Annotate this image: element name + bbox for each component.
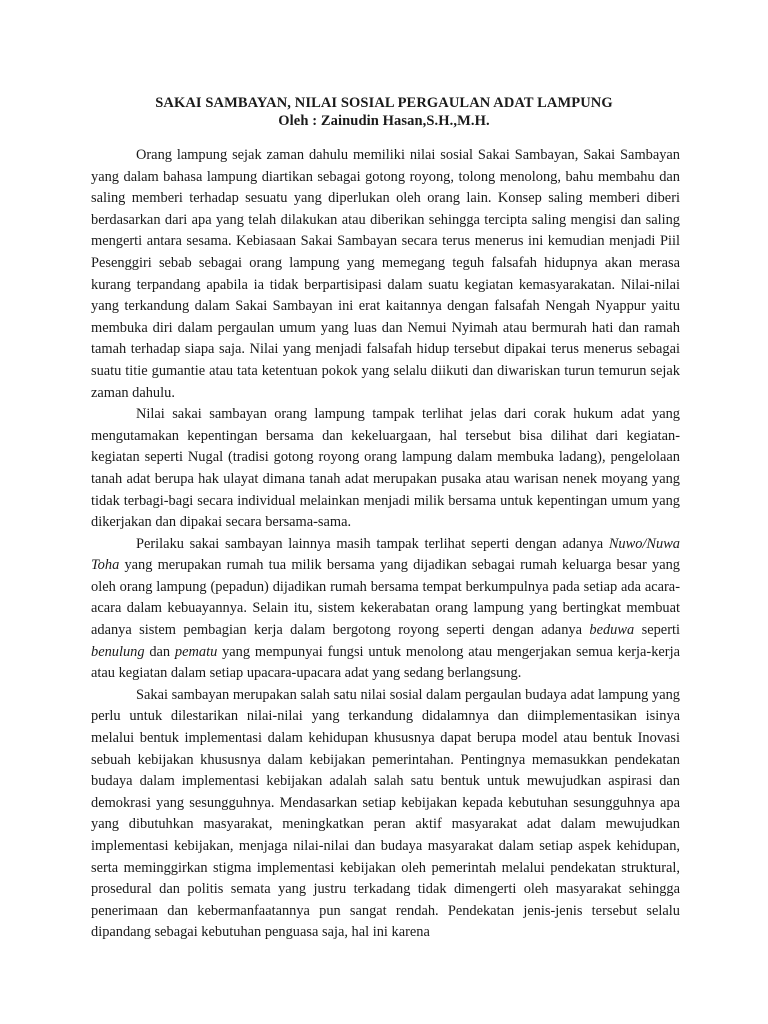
paragraph-3-text: yang mempunyai fungsi untuk menolong atau mengerjakan semua kerja-kerja atau kegiatan dalam setiap upacara-upacara adat yang sedang berlangsung.	[91, 643, 680, 682]
paragraph-3-text: Perilaku sakai sambayan lainnya masih tampak terlihat seperti dengan adanya	[136, 535, 609, 552]
document-author: Oleh : Zainudin Hasan,S.H.,M.H.	[278, 113, 490, 129]
paragraph-3	[91, 534, 680, 685]
term-pematu: pematu	[174, 643, 218, 660]
document-header	[0, 94, 768, 130]
paragraph-3-text: seperti	[634, 622, 680, 639]
term-beduwa: beduwa	[589, 622, 635, 639]
term-nuwo-toha: Nuwo/Nuwa Toha	[91, 535, 680, 574]
paragraph-3-text: yang merupakan rumah tua milik bersama yang dijadikan sebagai rumah keluarga besar yang oleh orang lampung (pepadun) dijadikan rumah bersama tempat berkumpulnya pada setiap ada acara-acara dalam kebuayannya. Selain itu, sistem kekerabatan orang lampung yang bertingkat membuat adanya sistem pembagian kerja dalam bergotong royong seperti dengan adanya	[91, 557, 680, 639]
document-title: SAKAI SAMBAYAN, NILAI SOSIAL PERGAULAN ADAT LAMPUNG	[155, 95, 613, 111]
paragraph-2: Nilai sakai sambayan orang lampung tampak terlihat jelas dari corak hukum adat yang mengutamakan kepentingan bersama dan kekeluargaan, hal tersebut bisa dilihat dari kegiatan-kegiatan seperti Nugal (tradisi gotong royong orang lampung dalam membuka ladang), pengelolaan tanah adat berupa hak ulayat dimana tanah adat merupakan pusaka atau warisan nenek moyang yang tidak terbagi-bagi secara individual melainkan menjadi milik bersama untuk kepentingan umum yang dikerjakan dan dipakai secara bersama-sama.	[91, 406, 680, 531]
paragraph-3-text: dan	[144, 643, 175, 660]
paragraph-4: Sakai sambayan merupakan salah satu nilai sosial dalam pergaulan budaya adat lampung yang perlu untuk dilestarikan nilai-nilai yang terkandung didalamnya dan diimplementasikan isinya melalui bentuk implementasi dalam kehidupan khususnya dapat berupa model atau bentuk Inovasi sebuah kebijakan khususnya dalam kebijakan pemerintahan. Pentingnya memasukkan pendekatan budaya dalam implementasi kebijakan adalah salah satu bentuk untuk mewujudkan aspirasi dan demokrasi yang sesungguhnya. Mendasarkan setiap kebijakan kepada kebutuhan sesungguhnya apa yang dibutuhkan masyarakat, meningkatkan peran aktif masyarakat adat dalam mewujudkan implementasi kebijakan, menjaga nilai-nilai dan budaya masyarakat dalam setiap aspek kehidupan, serta meminggirkan stigma implementasi kebijakan oleh pemerintah melalui pendekatan struktural, prosedural dan politis semata yang justru terkadang tidak dimengerti oleh masyarakat sehingga penerimaan dan kebermanfaatannya pun sangat rendah. Pendekatan jenis-jenis tersebut selalu dipandang sebagai kebutuhan penguasa saja, hal ini karena	[91, 686, 680, 941]
document-body	[91, 145, 680, 944]
paragraph-1: Orang lampung sejak zaman dahulu memiliki nilai sosial Sakai Sambayan, Sakai Sambayan yang dalam bahasa lampung diartikan sebagai gotong royong, tolong menolong, bahu membahu dan saling memberi terhadap sesuatu yang diperlukan oleh orang lain. Konsep saling memberi diberi berdasarkan dari apa yang telah dilakukan atau diberikan sehingga tercipta saling mengisi dan saling mengerti antara sesama. Kebiasaan Sakai Sambayan secara terus menerus ini kemudian menjadi Piil Pesenggiri sebab sebagai orang lampung yang memegang teguh falsafah hidupnya akan merasa kurang terpandang apabila ia tidak berpartisipasi dalam suatu kegiatan kemasyarakatan. Nilai-nilai yang terkandung dalam Sakai Sambayan ini erat kaitannya dengan falsafah Nengah Nyappur yaitu membuka diri dalam pergaulan umum yang luas dan Nemui Nyimah atau bermurah hati dan ramah tamah terhadap siapa saja. Nilai yang menjadi falsafah hidup tersebut dipakai terus menerus sebagai suatu titie gumantie atau tata ketentuan pokok yang selalu diikuti dan diwariskan turun temurun sejak zaman dahulu.	[91, 147, 680, 401]
term-benulung: benulung	[91, 643, 145, 660]
